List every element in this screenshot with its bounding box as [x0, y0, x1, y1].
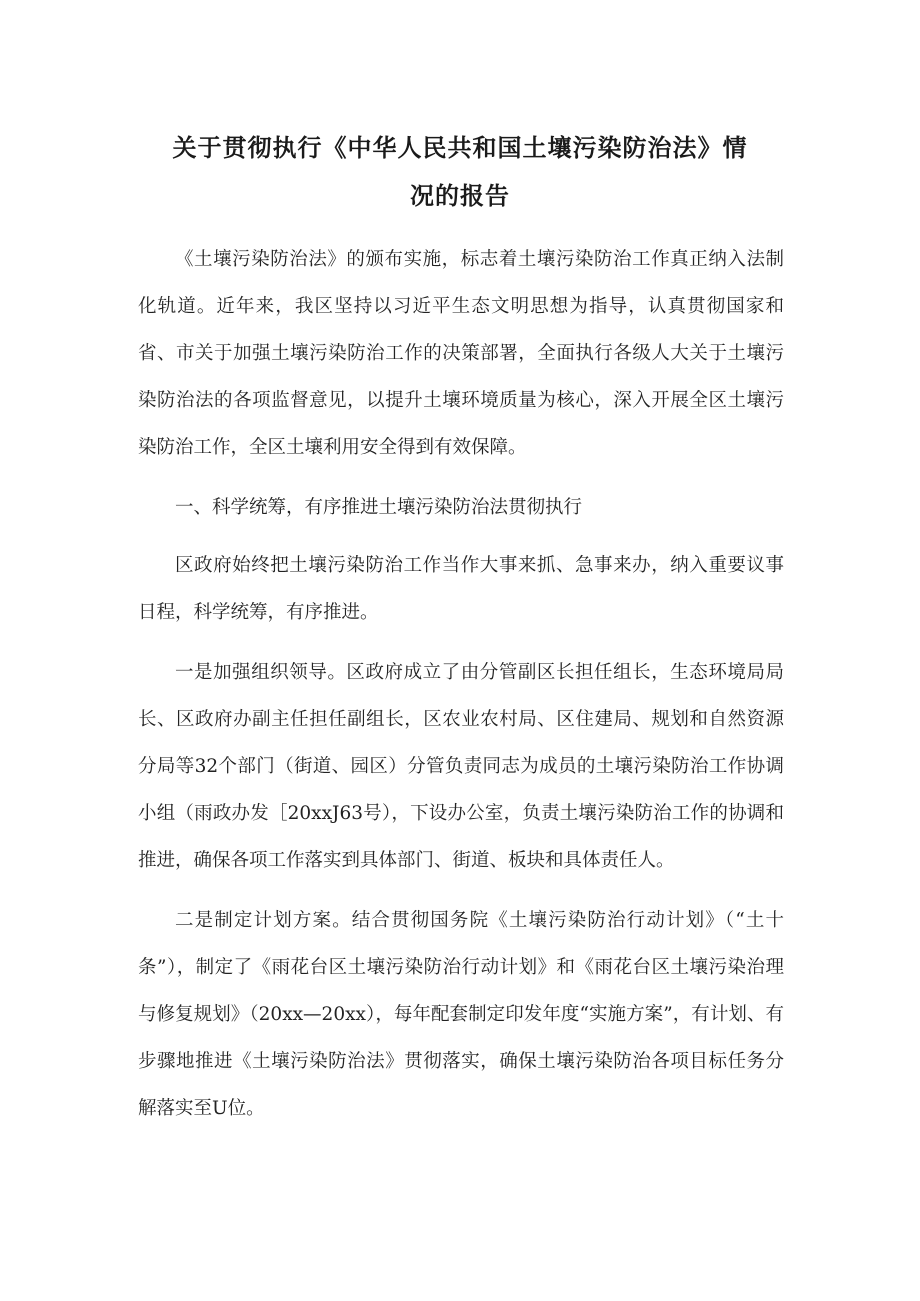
organization-leadership-paragraph: 一是加强组织领导。区政府成立了由分管副区长担任组长，生态环境局局长、区政府办副主任担任副组长，区农业农村局、区住建局、规划和自然资源分局等32个部门（街道、园区）分管负责同志为成员的土壤污染防治工作协调小组（雨政办发［20xxJ63号），下设办公室，负责土壤污染防治工作的协调和推进，确保各项工作落实到具体部门、街道、板块和具体责任人。 — [138, 662, 784, 871]
intro-paragraph: 《土壤污染防治法》的颁布实施，标志着土壤污染防治工作真正纳入法制化轨道。近年来，我区坚持以习近平生态文明思想为指导，认真贯彻国家和省、市关于加强土壤污染防治工作的决策部署，全面执行各级人大关于土壤污染防治法的各项监督意见，以提升土壤环境质量为核心，深入开展全区土壤污染防治工作，全区土壤利用安全得到有效保障。 — [138, 249, 784, 458]
document-body — [138, 236, 784, 1145]
document-title-line-2: 况的报告 — [410, 182, 510, 210]
planning-paragraph: 二是制定计划方案。结合贯彻国务院《土壤污染防治行动计划》（“土十条”），制定了《雨花台区土壤污染防治行动计划》和《雨花台区土壤污染治理与修复规划》（20xx—20xx），每年配套制定印发年度“实施方案”，有计划、有步骤地推进《土壤污染防治法》贯彻落实，确保土壤污染防治各项目标任务分解落实至U位。 — [138, 910, 784, 1119]
document-title-line-1: 关于贯彻执行《中华人民共和国土壤污染防治法》情 — [172, 134, 748, 162]
section-heading-1: 一、科学统筹，有序推进土壤污染防治法贯彻执行 — [175, 497, 583, 518]
section-1-intro-paragraph: 区政府始终把土壤污染防治工作当作大事来抓、急事来办，纳入重要议事日程，科学统筹，有序推进。 — [138, 555, 784, 623]
